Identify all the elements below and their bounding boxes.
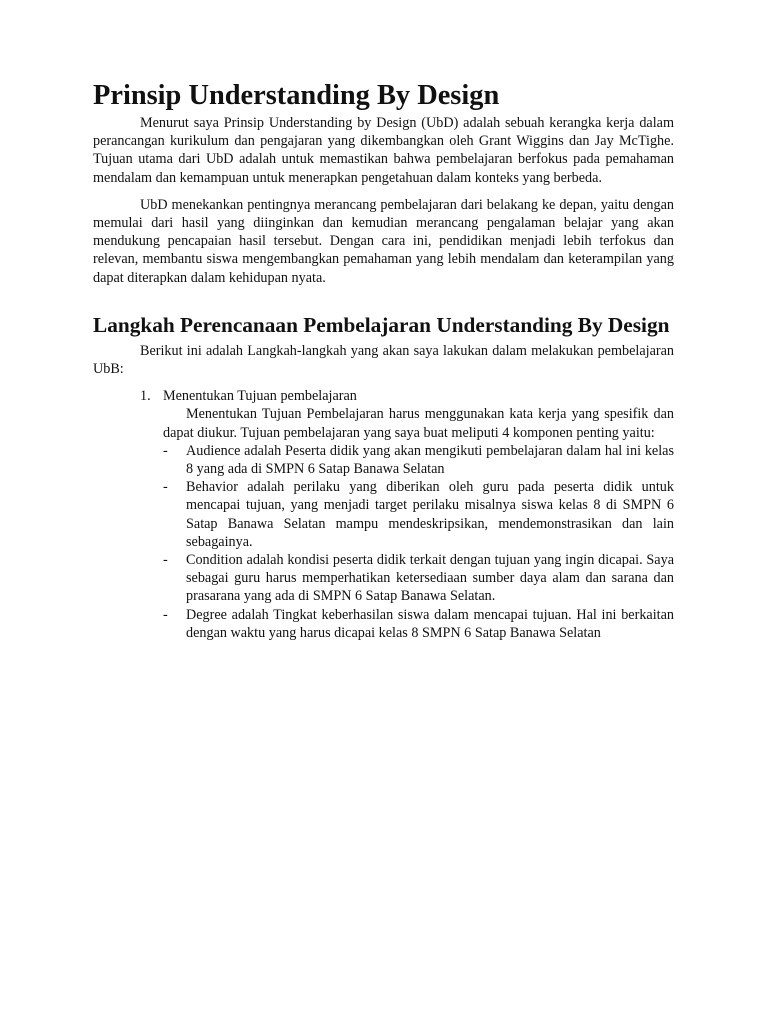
list-item-condition (163, 551, 674, 606)
list-item-degree (163, 606, 674, 642)
list-item-audience (163, 442, 674, 478)
dash-bullet: - (163, 479, 168, 496)
component-list (163, 442, 674, 642)
bullet-text: Audience adalah Peserta didik yang akan mengikuti pembelajaran dalam hal ini kelas 8 yang ada di SMPN 6 Satap Banawa Selatan (186, 442, 674, 478)
step-item (93, 387, 674, 642)
paragraph-prinsip-2: UbD menekankan pentingnya merancang pembelajaran dari belakang ke depan, yaitu dengan memulai dari hasil yang diinginkan dan kemudian merancang pengalaman belajar yang akan mendukung pencapaian hasil tersebut. Dengan cara ini, pendidikan menjadi lebih terfokus dan relevan, membantu siswa mengembangkan pemahaman yang lebih mendalam dan keterampilan yang dapat diterapkan dalam kehidupan nyata. (93, 196, 674, 286)
paragraph-prinsip-1: Menurut saya Prinsip Understanding by Design (UbD) adalah sebuah kerangka kerja dalam perancangan kurikulum dan pengajaran yang dikembangkan oleh Grant Wiggins dan Jay McTighe. Tujuan utama dari UbD adalah untuk memastikan bahwa pembelajaran berfokus pada pemahaman mendalam dan kemampuan untuk menerapkan pengetahuan dalam konteks yang berbeda. (93, 115, 674, 186)
step-description: Menentukan Tujuan Pembelajaran harus menggunakan kata kerja yang spesifik dan dapat diukur. Tujuan pembelajaran yang saya buat meliputi 4 komponen penting yaitu: (163, 406, 674, 441)
dash-bullet: - (163, 442, 168, 459)
section-title-langkah: Langkah Perencanaan Pembelajaran Understanding By Design (93, 312, 670, 337)
steps-list (93, 387, 674, 642)
section-title-prinsip: Prinsip Understanding By Design (93, 80, 500, 111)
step-title: Menentukan Tujuan pembelajaran (163, 388, 357, 405)
step-number: 1. (140, 388, 151, 405)
bullet-text: Condition adalah kondisi peserta didik terkait dengan tujuan yang ingin dicapai. Saya sebagai guru harus memperhatikan ketersediaan sumber daya alam dan sarana dan prasarana yang ada di SMPN 6 Satap Banawa Selatan. (186, 552, 674, 605)
document-page (93, 80, 674, 642)
paragraph-langkah-intro: Berikut ini adalah Langkah-langkah yang akan saya lakukan dalam melakukan pembelajaran UbB: (93, 342, 674, 378)
bullet-text: Behavior adalah perilaku yang diberikan oleh guru pada peserta didik untuk mencapai tujuan, yang menjadi target perilaku misalnya siswa kelas 8 di SMPN 6 Satap Banawa Selatan mampu mendeskripsikan, mendemonstrasikan dan lain sebagainya. (186, 479, 674, 550)
bullet-text: Degree adalah Tingkat keberhasilan siswa dalam mencapai tujuan. Hal ini berkaitan dengan waktu yang harus dicapai kelas 8 SMPN 6 Satap Banawa Selatan (186, 606, 674, 641)
dash-bullet: - (163, 606, 168, 623)
dash-bullet: - (163, 552, 168, 569)
list-item-behavior (163, 478, 674, 551)
